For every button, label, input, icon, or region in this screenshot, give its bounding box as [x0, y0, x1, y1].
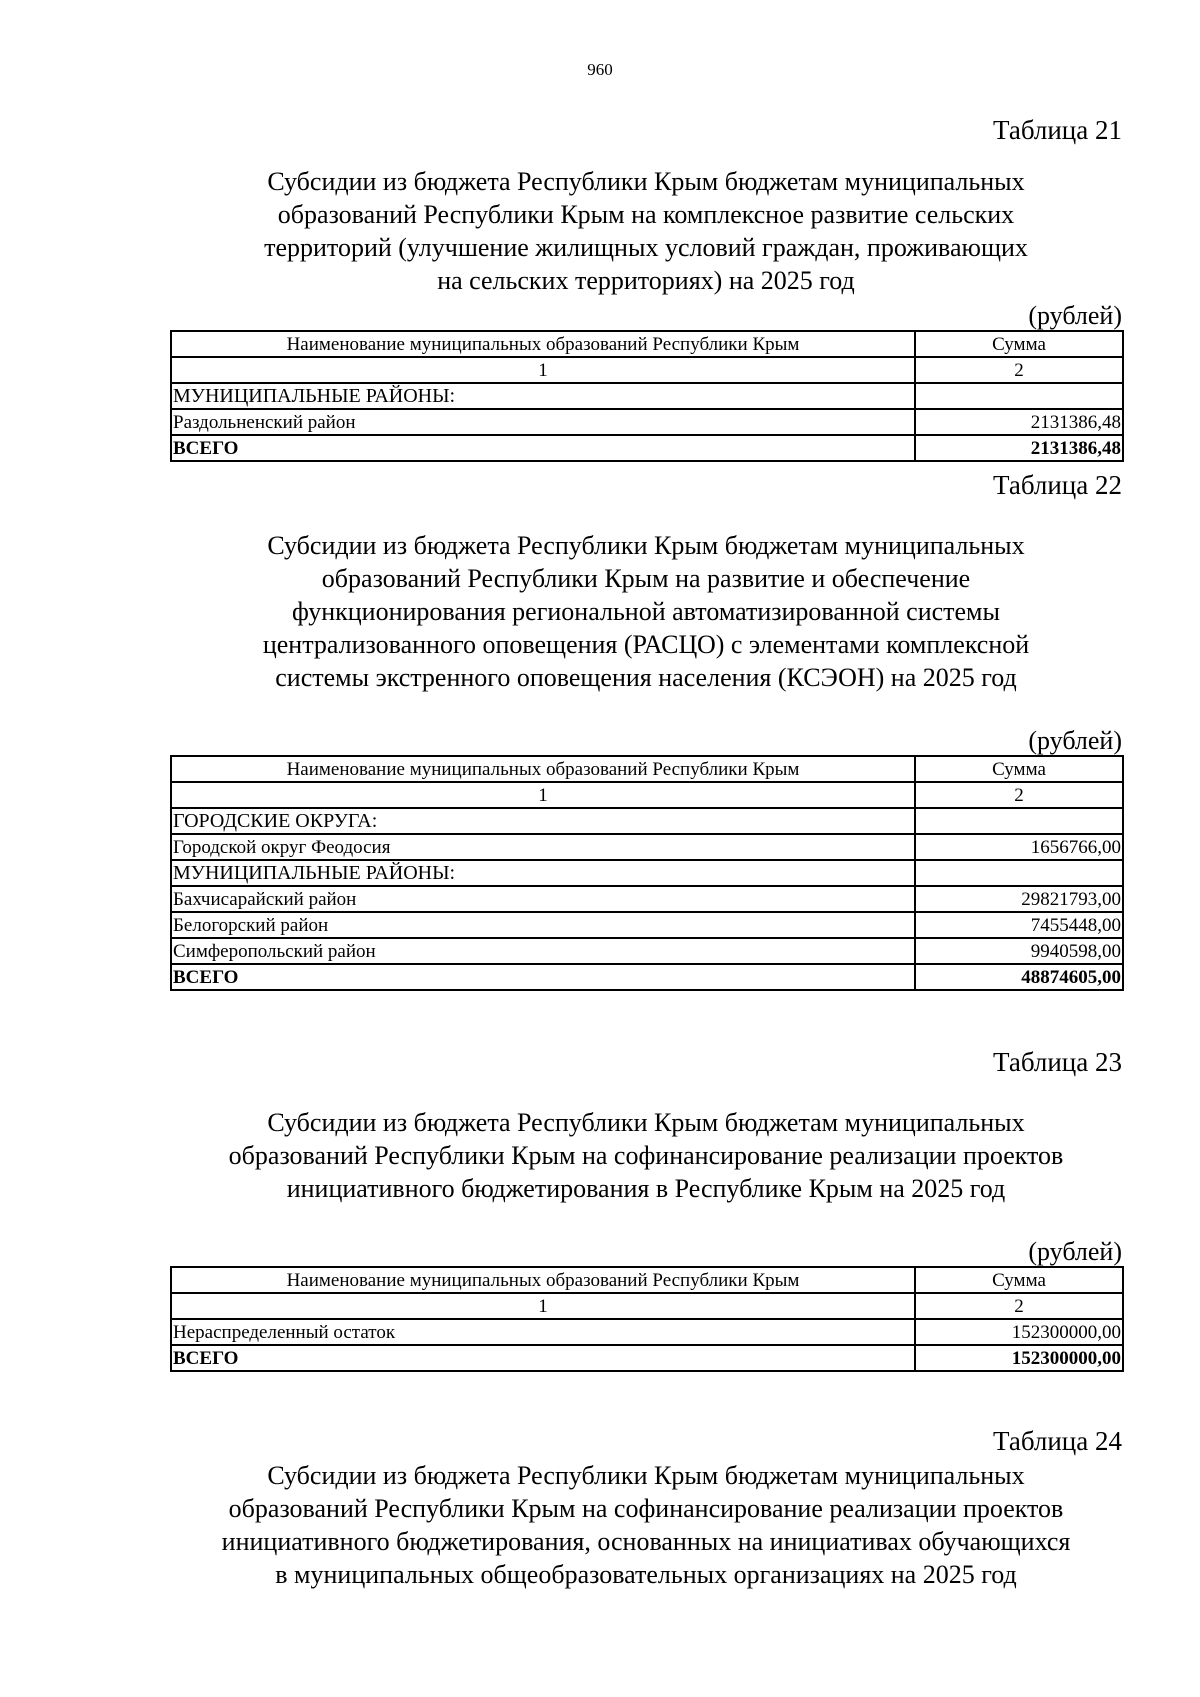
header-sum: Сумма	[915, 1267, 1123, 1293]
table-row	[171, 409, 1123, 435]
row-sum	[915, 383, 1123, 409]
title-line: инициативного бюджетирования, основанных на инициативах обучающихся	[221, 1527, 1071, 1556]
title-line: образований Республики Крым на развитие и обеспечение	[321, 564, 971, 593]
header-name: Наименование муниципальных образований Республики Крым	[171, 331, 915, 357]
table-row	[171, 886, 1123, 912]
title-line: Субсидии из бюджета Республики Крым бюджетам муниципальных	[267, 1108, 1025, 1137]
column-number: 2	[915, 1293, 1123, 1319]
table-total-row	[171, 1345, 1123, 1371]
table-row	[171, 860, 1123, 886]
units-label: (рублей)	[1028, 301, 1122, 330]
table-row	[171, 1319, 1123, 1345]
units-label: (рублей)	[1028, 726, 1122, 755]
table-22-section	[170, 470, 1122, 991]
table-row	[171, 834, 1123, 860]
column-number: 2	[915, 782, 1123, 808]
table-title	[186, 1106, 1106, 1205]
title-line: образований Республики Крым на комплексное развитие сельских	[277, 200, 1015, 229]
table-row	[171, 938, 1123, 964]
row-name: ГОРОДСКИЕ ОКРУГА:	[171, 808, 915, 834]
row-name: Бахчисарайский район	[171, 886, 915, 912]
row-sum: 7455448,00	[915, 912, 1123, 938]
table-row	[171, 808, 1123, 834]
total-name: ВСЕГО	[171, 964, 915, 990]
header-sum: Сумма	[915, 756, 1123, 782]
title-line: образований Республики Крым на софинансирование реализации проектов	[228, 1494, 1064, 1523]
total-name: ВСЕГО	[171, 435, 915, 461]
subsidy-table	[170, 1266, 1124, 1372]
title-line: системы экстренного оповещения населения (КСЭОН) на 2025 год	[275, 663, 1017, 692]
row-name: Городской округ Феодосия	[171, 834, 915, 860]
row-name: Нераспределенный остаток	[171, 1319, 915, 1345]
table-header-row	[171, 1267, 1123, 1293]
row-sum: 152300000,00	[915, 1319, 1123, 1345]
table-title	[186, 1459, 1106, 1591]
row-sum: 9940598,00	[915, 938, 1123, 964]
table-header-row	[171, 331, 1123, 357]
row-sum: 1656766,00	[915, 834, 1123, 860]
title-line: Субсидии из бюджета Республики Крым бюджетам муниципальных	[267, 167, 1025, 196]
title-line: в муниципальных общеобразовательных организациях на 2025 год	[275, 1560, 1017, 1589]
row-name: Симферопольский район	[171, 938, 915, 964]
table-label: Таблица 23	[993, 1047, 1122, 1077]
total-sum: 152300000,00	[915, 1345, 1123, 1371]
total-sum: 48874605,00	[915, 964, 1123, 990]
header-name: Наименование муниципальных образований Республики Крым	[171, 756, 915, 782]
title-line: Субсидии из бюджета Республики Крым бюджетам муниципальных	[267, 531, 1025, 560]
title-line: инициативного бюджетирования в Республике Крым на 2025 год	[286, 1174, 1006, 1203]
title-line: функционирования региональной автоматизированной системы	[292, 597, 1000, 626]
row-name: МУНИЦИПАЛЬНЫЕ РАЙОНЫ:	[171, 860, 915, 886]
table-row	[171, 912, 1123, 938]
table-total-row	[171, 964, 1123, 990]
title-line: Субсидии из бюджета Республики Крым бюджетам муниципальных	[267, 1461, 1025, 1490]
row-sum	[915, 808, 1123, 834]
row-name: МУНИЦИПАЛЬНЫЕ РАЙОНЫ:	[171, 383, 915, 409]
table-total-row	[171, 435, 1123, 461]
subsidy-table	[170, 755, 1124, 991]
title-line: централизованного оповещения (РАСЦО) с элементами комплексной	[262, 630, 1030, 659]
table-label: Таблица 21	[993, 115, 1122, 145]
row-name: Белогорский район	[171, 912, 915, 938]
table-title	[186, 165, 1106, 297]
table-numbering-row	[171, 357, 1123, 383]
table-label: Таблица 24	[993, 1426, 1122, 1456]
table-header-row	[171, 756, 1123, 782]
table-numbering-row	[171, 782, 1123, 808]
table-21-section	[170, 115, 1122, 462]
table-23-section	[170, 1047, 1122, 1372]
title-line: на сельских территориях) на 2025 год	[437, 266, 855, 295]
row-sum	[915, 860, 1123, 886]
table-numbering-row	[171, 1293, 1123, 1319]
header-sum: Сумма	[915, 331, 1123, 357]
table-title	[186, 529, 1106, 694]
page-number: 960	[587, 60, 613, 79]
subsidy-table	[170, 330, 1124, 462]
column-number: 2	[915, 357, 1123, 383]
table-row	[171, 383, 1123, 409]
total-name: ВСЕГО	[171, 1345, 915, 1371]
title-line: территорий (улучшение жилищных условий граждан, проживающих	[264, 233, 1028, 262]
table-24-section	[170, 1426, 1122, 1591]
column-number: 1	[171, 357, 915, 383]
header-name: Наименование муниципальных образований Республики Крым	[171, 1267, 915, 1293]
total-sum: 2131386,48	[915, 435, 1123, 461]
column-number: 1	[171, 1293, 915, 1319]
title-line: образований Республики Крым на софинансирование реализации проектов	[228, 1141, 1064, 1170]
column-number: 1	[171, 782, 915, 808]
row-sum: 29821793,00	[915, 886, 1123, 912]
table-label: Таблица 22	[993, 470, 1122, 500]
row-sum: 2131386,48	[915, 409, 1123, 435]
row-name: Раздольненский район	[171, 409, 915, 435]
units-label: (рублей)	[1028, 1237, 1122, 1266]
